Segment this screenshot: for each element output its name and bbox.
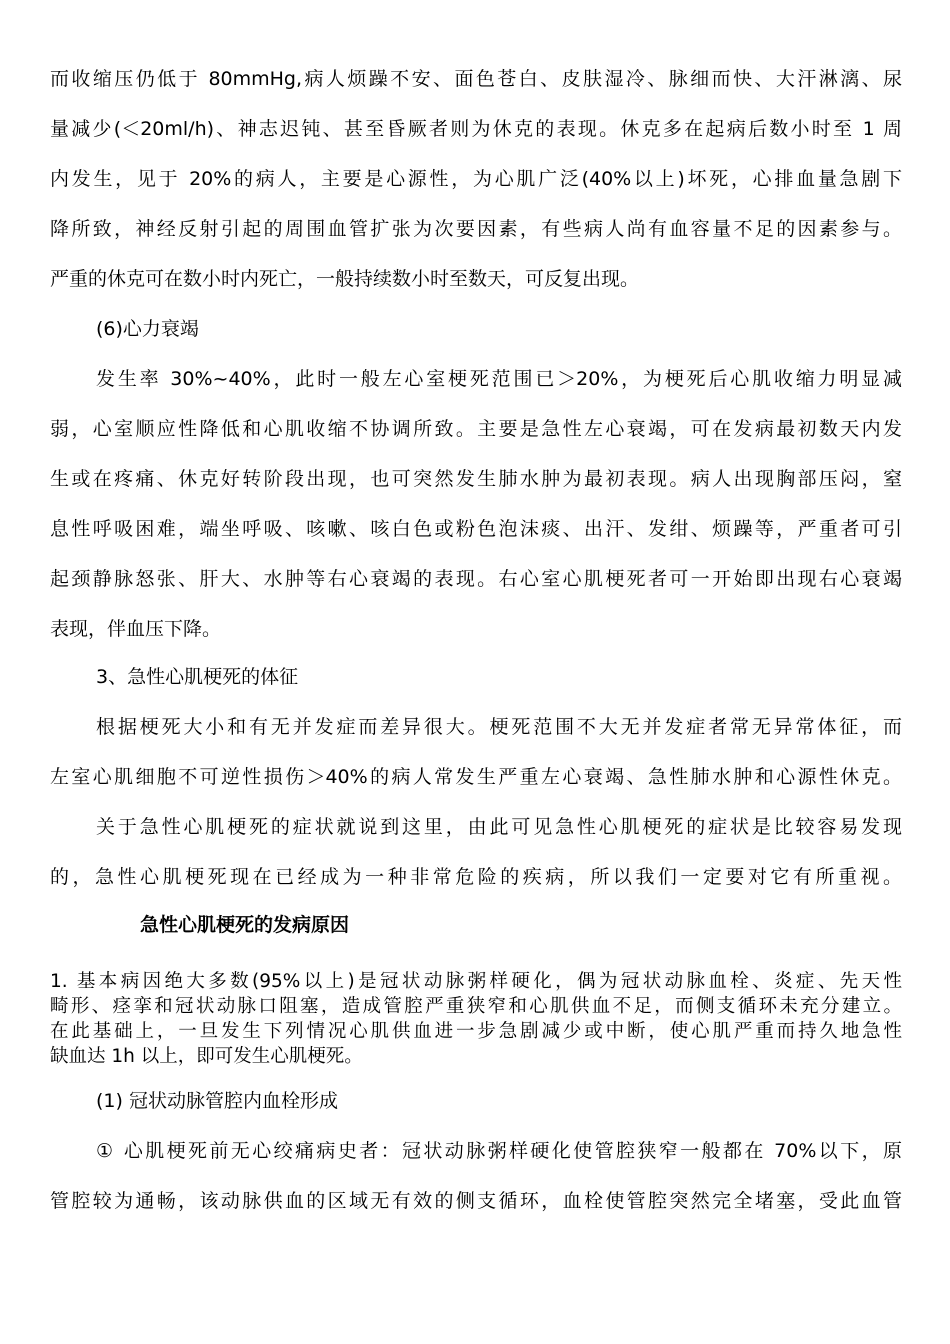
section-heading: 3、急性心肌梗死的体征 bbox=[96, 666, 299, 688]
paragraph-line: 量减少(＜20ml/h)、神志迟钝、甚至昏厥者则为休克的表现。休克多在起病后数小时至 1 周 bbox=[50, 118, 902, 140]
paragraph-line: 的，急性心肌梗死现在已经成为一种非常危险的疾病，所以我们一定要对它有所重视。 bbox=[50, 866, 902, 888]
paragraph-line: 关于急性心肌梗死的症状就说到这里，由此可见急性心肌梗死的症状是比较容易发现 bbox=[96, 816, 902, 838]
paragraph-line: 在此基础上，一旦发生下列情况心肌供血进一步急剧减少或中断，使心肌严重而持久地急性 bbox=[50, 1021, 902, 1042]
paragraph-line: 严重的休克可在数小时内死亡，一般持续数小时至数天，可反复出现。 bbox=[50, 268, 640, 290]
paragraph-line: 1. 基本病因绝大多数(95%以上)是冠状动脉粥样硬化，偶为冠状动脉血栓、炎症、先天性 bbox=[50, 971, 902, 992]
paragraph-line: 起颈静脉怒张、肝大、水肿等右心衰竭的表现。右心室心肌梗死者可一开始即出现右心衰竭 bbox=[50, 568, 902, 590]
paragraph-line: 息性呼吸困难，端坐呼吸、咳嗽、咳白色或粉色泡沫痰、出汗、发绀、烦躁等，严重者可引 bbox=[50, 518, 902, 540]
paragraph-line: 左室心肌细胞不可逆性损伤＞40%的病人常发生严重左心衰竭、急性肺水肿和心源性休克。 bbox=[50, 766, 902, 788]
paragraph-line: 根据梗死大小和有无并发症而差异很大。梗死范围不大无并发症者常无异常体征，而 bbox=[96, 716, 902, 738]
paragraph-line: 弱，心室顺应性降低和心肌收缩不协调所致。主要是急性左心衰竭，可在发病最初数天内发 bbox=[50, 418, 902, 440]
paragraph-line: 发生率 30%~40%，此时一般左心室梗死范围已＞20%，为梗死后心肌收缩力明显减 bbox=[96, 368, 902, 390]
paragraph-line: 降所致，神经反射引起的周围血管扩张为次要因素，有些病人尚有血容量不足的因素参与。 bbox=[50, 218, 902, 240]
paragraph-line: 内发生，见于 20%的病人，主要是心源性，为心肌广泛(40%以上)坏死，心排血量急剧下 bbox=[50, 168, 902, 190]
paragraph-line: 畸形、痉挛和冠状动脉口阻塞，造成管腔严重狭窄和心肌供血不足，而侧支循环未充分建立。 bbox=[50, 996, 902, 1017]
paragraph-line: 生或在疼痛、休克好转阶段出现，也可突然发生肺水肿为最初表现。病人出现胸部压闷，窒 bbox=[50, 468, 902, 490]
section-title: 急性心肌梗死的发病原因 bbox=[140, 914, 350, 936]
sub-heading: (1) 冠状动脉管腔内血栓形成 bbox=[96, 1090, 338, 1112]
paragraph-line: 表现，伴血压下降。 bbox=[50, 618, 222, 640]
section-heading: (6)心力衰竭 bbox=[96, 318, 199, 340]
paragraph-line: 而收缩压仍低于 80mmHg,病人烦躁不安、面色苍白、皮肤湿冷、脉细而快、大汗淋漓、尿 bbox=[50, 68, 902, 90]
paragraph-line: 缺血达 1h 以上，即可发生心肌梗死。 bbox=[50, 1046, 363, 1067]
paragraph-line: 管腔较为通畅，该动脉供血的区域无有效的侧支循环，血栓使管腔突然完全堵塞，受此血管 bbox=[50, 1190, 902, 1212]
paragraph-line: ① 心肌梗死前无心绞痛病史者：冠状动脉粥样硬化使管腔狭窄一般都在 70%以下，原 bbox=[96, 1140, 902, 1162]
